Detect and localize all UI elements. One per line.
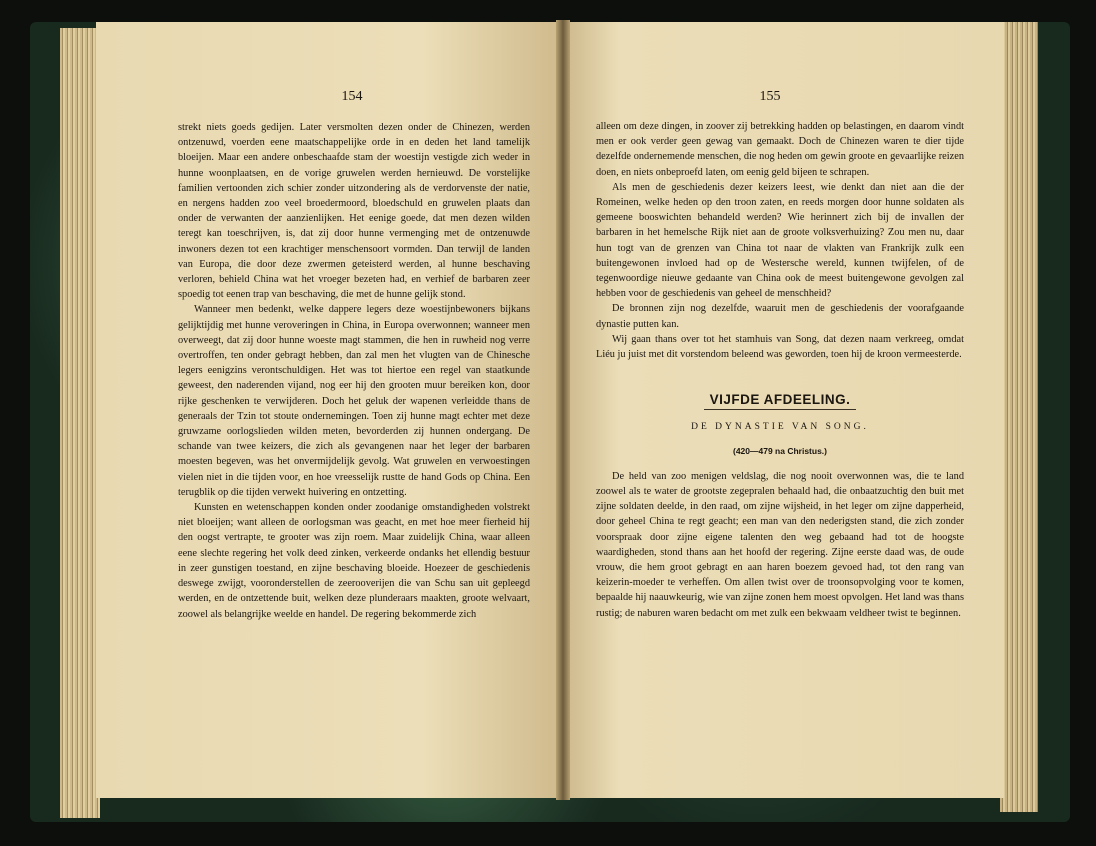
paragraph: De bronnen zijn nog dezelfde, waaruit men de geschiedenis der voorafgaande dynastie putten kan. xyxy=(596,303,964,330)
page-number-left: 154 xyxy=(341,89,363,104)
section-subtitle: DE DYNASTIE VAN SONG. xyxy=(691,422,869,433)
paragraph: strekt niets goeds gedijen. Later versmolten dezen onder de Chinezen, werden ontzenuwd, voerden eene maatschappelijke orde in en deden het land tamelijk bloeijen. Maar een andere onbeschaafde stam der woestijn vestigde zich weder in hunne woonplaatsen, en de vorige gruwelen werden hernieuwd. De vorstelijke familien vertoonden zich schier zonder uitzondering als de verdorvenste der natie, en nergens hadden zoo veel broedermoord, bloedschuld en gruwelen plaats dan onder de verwanten der aanzienlijken. Het eenige goede, dat men dezen wilden teregt kan toeschrijven, is, dat zij door hunne vermenging met de ontzenuwde inwoners dezen tot een krachtiger menschensoort vormden. Dan terwijl de landen van Europa, die door deze zwermen geteisterd werden, al hunne beschaving verloren, behield China wat het vroeger bezeten had, en verhief de barbaren zeer spoedig tot eenen trap van beschaving, die met de hunne gelijk stond. xyxy=(178,122,530,301)
paragraph: De held van zoo menigen veldslag, die nog nooit overwonnen was, die te land zoowel als te water de grootste zegepralen behaald had, die onbaatzuchtig den buit met zijne soldaten deelde, in den raad, om zijne wijsheid, in het leger om zijne dapperheid, door geheel China te regt geacht; een man van den nederigsten stand, die zich zonder voorspraak door zijne eigene talenten den weg gebaand had tot de hoogste waardigheden, stond thans aan het hoofd der regering. Zijne eerste daad was, de oude vrouw, die hem groot gebragt en aan haren boezem gevoed had, tot den rang van keizerin-moeder te verheffen. Om allen twist over de troonsopvolging voor te komen, bepaalde hij naauwkeurig, wie van zijne zonen hem moest opvolgen. Het land was thans rustig; de naburen waren bedacht om met zulk een bekwaam veldheer twist te beginnen. xyxy=(596,470,964,619)
page-edges-right xyxy=(1000,22,1038,812)
paragraph: Wanneer men bedenkt, welke dappere legers deze woestijnbewoners bijkans gelijktijdig met hunne veroveringen in China, in Europa overwonnen; wanneer men overweegt, dat zij door hunne woeste magt stammen, die hen in ruwheid nog verre overtroffen, ten onder gebragt hebben, dan zal men het vlugten van de Chinesche legers eenigzins verontschuldigen. Het was tot hiertoe een regel van staatkunde geweest, den naderenden vijand, nog eer hij den grooten muur bereiken kon, door rijke geschenken te verwijderen. Doch het geluk der wapenen verleidde thans de generaals der Tzin tot stoute ondernemingen. Toen zij hunne magt echter met deze gruwzame oorlogslieden wilden meten, bevorderden zij hunnen ondergang. De schande van twee keizers, die zich als gevangenen naar het leger der barbaren moesten begeven, was het onvermijdelijk gevolg. Wat gruwelen en verwoestingen vielen niet in die tijden voor, en hoe vreesselijk rustte de hand Gods op China. Een terugblik op die tijden verwekt huivering en ontzetting. xyxy=(178,304,530,498)
section-heading xyxy=(596,392,964,459)
section-date-range: (420—479 na Christus.) xyxy=(732,445,827,456)
paragraph: Als men de geschiedenis dezer keizers leest, wie denkt dan niet aan die der Romeinen, welke heden op den troon zaten, en reeds morgen door hunne soldaten als gemeene booswichten behandeld werden? Wie herinnert zich bij de invallen der barbaren in het hemelsche Rijk niet aan de groote volksverhuizing? Zou men nu, daar hun togt van de grenzen van China tot naar de vlakten van Frankrijk zulk een buitengewonen invloed had op de Westersche wereld, kunnen twijfelen, of de tegenwoordige nieuwe gedaante van China ook de meest buitengewone gevolgen zal hebben voor de geschiedenis van geheel de menschheid? xyxy=(596,181,964,300)
paragraph: alleen om deze dingen, in zoover zij betrekking hadden op belastingen, en daarom vindt men er ook verder geen gewag van gemaakt. Doch de Chinezen waren te dier tijde dezelfde ondernemende menschen, die nog heden om gewin groote en gevaarlijke reizen doen, en niets onbeproefd laten, om eenig geld bijeen te schrapen. xyxy=(596,121,964,178)
page-edges-left xyxy=(60,28,100,818)
book-gutter xyxy=(556,20,570,800)
paragraph: Kunsten en wetenschappen konden onder zoodanige omstandigheden volstrekt niet bloeijen; want alleen de oorlogsman was geacht, en met hoe meer fierheid hij den oogst vertrapte, te grooter was zijn roem. Maar zuidelijk China, waar alleen eene slechte regering het volk deed zinken, verkeerde ondanks het ellendig bestuur in zeer gunstigen toestand, en zijne beschaving bloeide. Hoezeer de geschiedenis deswege zwijgt, vooronderstellen de zeerooverijen die van Schu san uit gepleegd werden, en de ontzettende buit, welken deze plunderaars maakten, groote welvaart, zoowel als belangrijke weelde en handel. De regering bekommerde zich xyxy=(178,502,530,620)
right-page xyxy=(566,22,1004,798)
left-page xyxy=(96,22,564,798)
page-number-right: 155 xyxy=(759,89,781,104)
paragraph: Wij gaan thans over tot het stamhuis van Song, dat dezen naam verkreeg, omdat Liéu ju juist met dit vorstendom beleend was geworden, toen hij de kroon vermeesterde. xyxy=(596,333,964,361)
right-page-text xyxy=(596,119,964,621)
section-title: VIJFDE AFDEELING. xyxy=(704,392,857,410)
left-page-text xyxy=(178,120,530,622)
